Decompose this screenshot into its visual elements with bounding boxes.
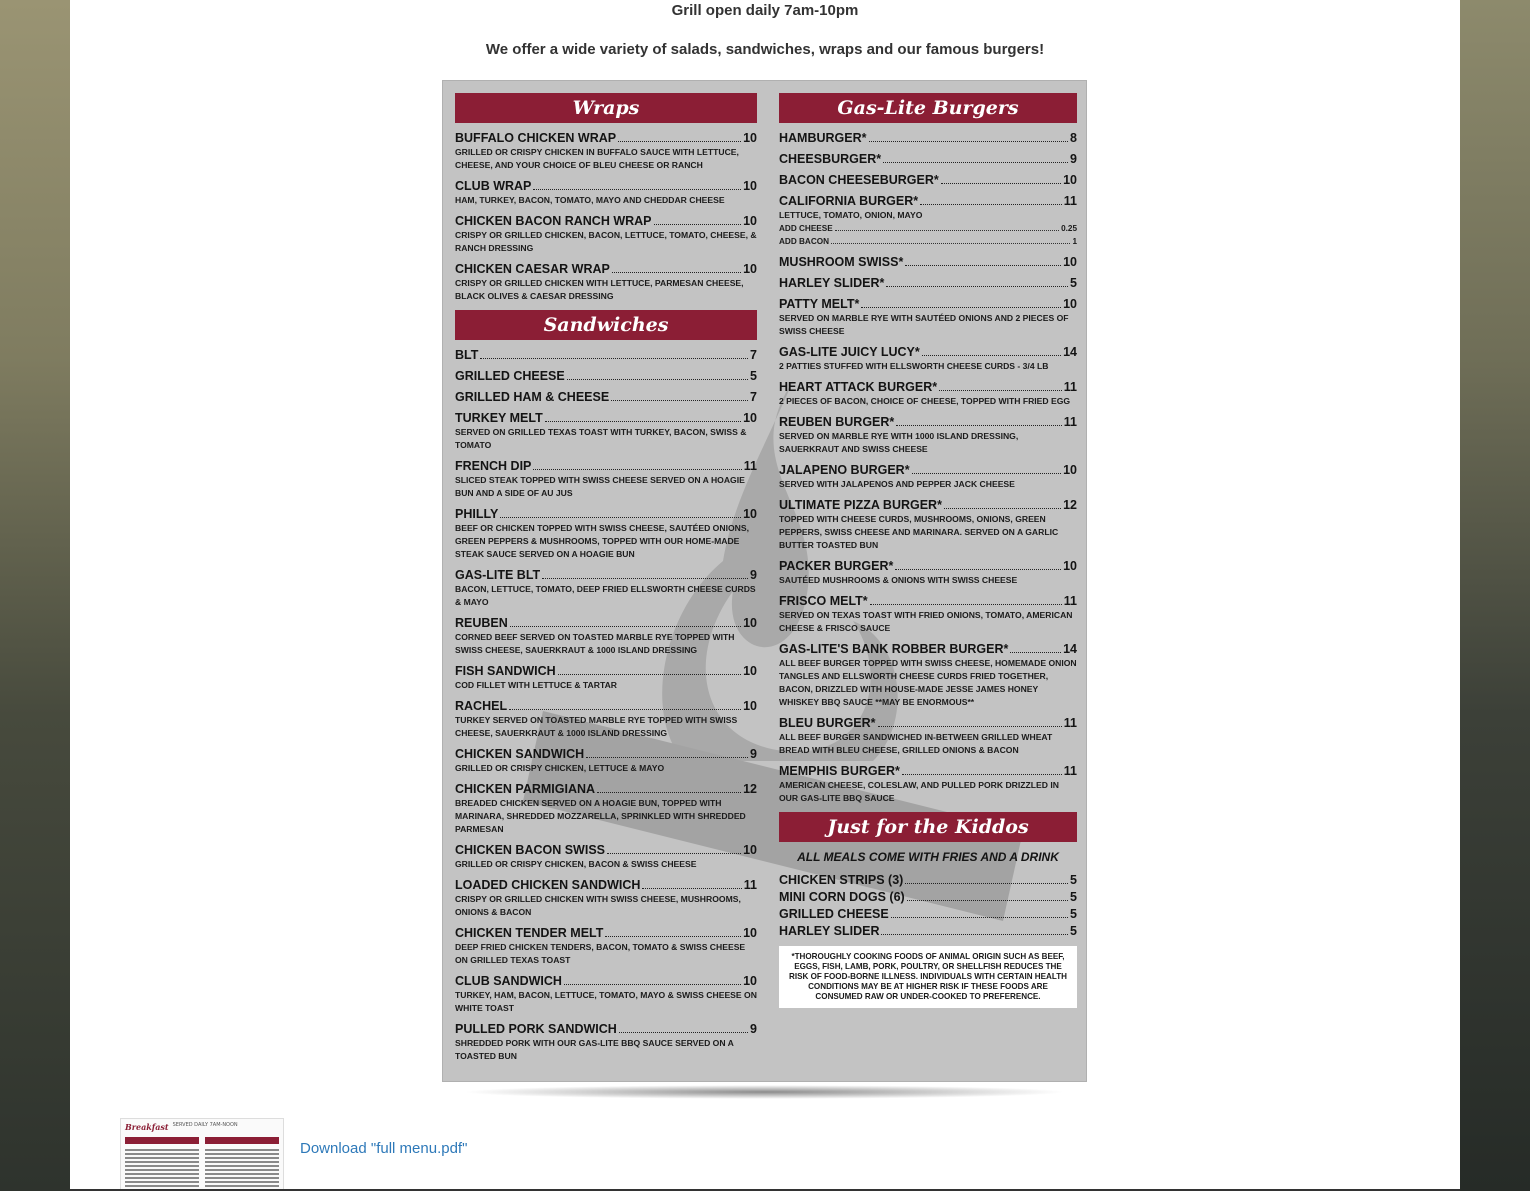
sandwich-item [455,348,757,362]
dot-leader [533,469,741,470]
menu-item-line [455,262,757,276]
sandwiches-header: Sandwiches [455,310,757,340]
item-price: 11 [1063,764,1077,778]
item-price: 7 [750,348,757,362]
item-name: FRISCO MELT* [779,594,868,608]
background-left [0,0,70,1191]
menu-item-line [779,380,1077,394]
item-name: CHICKEN PARMIGIANA [455,782,596,796]
item-description: BEEF OR CHICKEN TOPPED WITH SWISS CHEESE, SAUTÉED ONIONS, GREEN PEPPERS & MUSHROOMS, TOPPED WITH OUR HOME-MADE STEAK SAUCE SERVED ON A HOAGIE BUN [455,523,749,559]
sandwich-item [455,616,757,657]
item-name: HAMBURGER* [779,131,867,145]
item-price: 5 [1070,276,1077,290]
menu-item-line [779,559,1077,573]
dot-leader [500,517,741,518]
item-price: 11 [1063,716,1077,730]
kids-header: Just for the Kiddos [779,812,1077,842]
burger-item [779,131,1077,145]
item-name: GAS-LITE JUICY LUCY* [779,345,920,359]
menu-item-line [779,255,1077,269]
sandwich-item [455,1022,757,1063]
sandwiches-list [455,348,757,1063]
burger-item [779,380,1077,408]
item-name: LOADED CHICKEN SANDWICH [455,878,641,892]
item-name: HARLEY SLIDER [779,924,880,938]
item-name: PULLED PORK SANDWICH [455,1022,617,1036]
dot-leader [907,900,1068,901]
dot-leader [607,853,741,854]
kids-item [779,873,1077,887]
item-description: CRISPY OR GRILLED CHICKEN WITH SWISS CHEESE, MUSHROOMS, ONIONS & BACON [455,894,741,917]
dot-leader [886,286,1068,287]
item-price: 10 [1063,297,1077,311]
item-price: 5 [1070,873,1077,887]
addon-name: ADD BACON [779,237,830,246]
burgers-list [779,131,1077,805]
sandwich-item [455,699,757,740]
dot-leader [896,425,1061,426]
item-name: MUSHROOM SWISS* [779,255,904,269]
item-name: CHICKEN TENDER MELT [455,926,604,940]
item-price: 11 [743,878,757,892]
item-name: CLUB SANDWICH [455,974,562,988]
item-description: COD FILLET WITH LETTUCE & TARTAR [455,680,617,690]
item-price: 10 [743,843,757,857]
item-description: AMERICAN CHEESE, COLESLAW, AND PULLED PORK DRIZZLED IN OUR GAS-LITE BBQ SAUCE [779,780,1059,803]
item-description: BREADED CHICKEN SERVED ON A HOAGIE BUN, TOPPED WITH MARINARA, SHREDDED MOZZARELLA, SPRINKLED WITH SHREDDED PARMESAN [455,798,746,834]
dot-leader [870,604,1062,605]
item-price: 10 [1063,255,1077,269]
menu-item-line [779,594,1077,608]
item-description: GRILLED OR CRISPY CHICKEN IN BUFFALO SAUCE WITH LETTUCE, CHEESE, AND YOUR CHOICE OF BLEU CHEESE OR RANCH [455,147,739,170]
pdf-thumbnail[interactable] [120,1118,284,1191]
sandwich-item [455,459,757,500]
background-right [1460,0,1530,1191]
item-price: 11 [743,459,757,473]
dot-leader [891,917,1068,918]
item-description: CORNED BEEF SERVED ON TOASTED MARBLE RYE TOPPED WITH SWISS CHEESE, SAUERKRAUT & 1000 ISLAND DRESSING [455,632,735,655]
menu-item-line [779,463,1077,477]
item-price: 9 [750,568,757,582]
file-download [120,1118,520,1191]
menu-item-line [455,411,757,425]
sandwich-item [455,568,757,609]
item-price: 10 [1063,173,1077,187]
menu-item-line [779,924,1077,938]
menu-item-line [455,390,757,404]
dot-leader [895,569,1061,570]
dot-leader [1010,652,1061,653]
dot-leader [642,888,741,889]
menu-item-line [779,873,1077,887]
food-safety-disclaimer: *THOROUGHLY COOKING FOODS OF ANIMAL ORIGIN SUCH AS BEEF, EGGS, FISH, LAMB, PORK, POULTRY, OR SHELLFISH REDUCES THE RISK OF FOOD-BORNE ILLNESS. INDIVIDUALS WITH CERTAIN HEALTH CONDITIONS MAY BE AT HIGHER RISK IF THESE FOODS ARE CONSUMED RAW OR UNDER-COOKED TO PREFERENCE. [779,946,1077,1008]
item-price: 12 [1063,498,1077,512]
menu-item-line [455,214,757,228]
dot-leader [567,379,748,380]
item-name: FISH SANDWICH [455,664,556,678]
item-name: TURKEY MELT [455,411,543,425]
item-name: GRILLED CHEESE [779,907,889,921]
dot-leader [612,272,741,273]
burger-item [779,173,1077,187]
menu-item-line [455,782,757,796]
dot-leader [597,792,741,793]
sandwich-item [455,411,757,452]
dot-leader [902,774,1062,775]
sandwich-item [455,782,757,836]
item-description: HAM, TURKEY, BACON, TOMATO, MAYO AND CHEDDAR CHEESE [455,195,725,205]
menu-item-line [455,131,757,145]
item-price: 10 [743,411,757,425]
menu-item-line [779,890,1077,904]
burger-item [779,276,1077,290]
burgers-header: Gas-Lite Burgers [779,93,1077,123]
item-name: CHEESBURGER* [779,152,882,166]
item-price: 10 [743,507,757,521]
thumb-left-head [125,1137,199,1144]
wrap-item [455,262,757,303]
item-name: MEMPHIS BURGER* [779,764,900,778]
item-description: DEEP FRIED CHICKEN TENDERS, BACON, TOMATO & SWISS CHEESE ON GRILLED TEXAS TOAST [455,942,746,965]
wrap-item [455,131,757,172]
burger-item [779,764,1077,805]
item-name: CALIFORNIA BURGER* [779,194,919,208]
menu-item-line [455,664,757,678]
burger-item [779,194,1077,248]
item-name: CHICKEN CAESAR WRAP [455,262,610,276]
burger-item [779,642,1077,709]
item-price: 9 [1070,152,1077,166]
item-price: 10 [743,214,757,228]
dot-leader [939,390,1062,391]
item-description: CRISPY OR GRILLED CHICKEN WITH LETTUCE, PARMESAN CHEESE, BLACK OLIVES & CAESAR DRESSING [455,278,744,301]
sandwich-item [455,926,757,967]
sandwich-item [455,390,757,404]
menu-item-line [455,747,757,761]
addon-line [779,222,1077,235]
dot-leader [605,936,741,937]
sandwich-item [455,507,757,561]
item-description: SERVED ON MARBLE RYE WITH SAUTÉED ONIONS AND 2 PIECES OF SWISS CHEESE [779,313,1069,336]
sandwich-item [455,369,757,383]
item-description: GRILLED OR CRISPY CHICKEN, LETTUCE & MAYO [455,763,665,773]
item-price: 10 [743,664,757,678]
item-name: REUBEN [455,616,508,630]
menu-item-line [455,616,757,630]
burger-item [779,559,1077,587]
item-name: GRILLED HAM & CHEESE [455,390,610,404]
item-price: 10 [743,926,757,940]
dot-leader [941,183,1061,184]
dot-leader [878,726,1062,727]
burger-item [779,594,1077,635]
menu-item-line [455,369,757,383]
addon-price: 1 [1072,237,1077,246]
item-price: 12 [743,782,757,796]
burger-item [779,297,1077,338]
menu-item-line [455,568,757,582]
dot-leader [905,883,1068,884]
menu-item-line [779,716,1077,730]
dot-leader [533,189,741,190]
item-price: 11 [1063,380,1077,394]
item-name: MINI CORN DOGS (6) [779,890,905,904]
dot-leader [618,141,741,142]
sandwich-item [455,664,757,692]
dot-leader [912,473,1062,474]
menu-item-line [779,276,1077,290]
item-name: REUBEN BURGER* [779,415,895,429]
item-description: SERVED WITH JALAPENOS AND PEPPER JACK CHEESE [779,479,1015,489]
menu-left-column [455,93,757,1070]
dot-leader [545,421,741,422]
menu-item-line [779,415,1077,429]
menu-item-line [455,348,757,362]
item-description: SLICED STEAK TOPPED WITH SWISS CHEESE SERVED ON A HOAGIE BUN AND A SIDE OF AU JUS [455,475,745,498]
dot-leader [586,757,748,758]
item-description: SHREDDED PORK WITH OUR GAS-LITE BBQ SAUCE SERVED ON A TOASTED BUN [455,1038,734,1061]
menu-item-line [779,297,1077,311]
dot-leader [654,224,742,225]
addon-name: ADD CHEESE [779,224,833,233]
dot-leader [869,141,1069,142]
item-price: 11 [1063,594,1077,608]
item-description: SAUTÉED MUSHROOMS & ONIONS WITH SWISS CHEESE [779,575,1018,585]
burger-item [779,498,1077,552]
menu-item-line [779,498,1077,512]
item-name: PACKER BURGER* [779,559,894,573]
item-name: FRENCH DIP [455,459,532,473]
menu-image[interactable] [442,80,1087,1085]
menu-item-line [455,878,757,892]
dot-leader [922,355,1061,356]
dot-leader [905,265,1061,266]
menu-item-line [455,843,757,857]
dot-leader [881,934,1068,935]
menu-item-line [779,152,1077,166]
item-name: PHILLY [455,507,499,521]
item-name: JALAPENO BURGER* [779,463,910,477]
item-price: 7 [750,390,757,404]
item-name: BLT [455,348,479,362]
item-name: HARLEY SLIDER* [779,276,885,290]
menu-right-column [779,93,1077,1008]
item-price: 14 [1063,642,1077,656]
dot-leader [564,984,741,985]
item-price: 10 [1063,463,1077,477]
item-description: 2 PIECES OF BACON, CHOICE OF CHEESE, TOPPED WITH FRIED EGG [779,396,1071,406]
wrap-item [455,214,757,255]
item-name: BUFFALO CHICKEN WRAP [455,131,617,145]
item-price: 10 [743,699,757,713]
item-description: GRILLED OR CRISPY CHICKEN, BACON & SWISS CHEESE [455,859,697,869]
dot-leader [510,626,741,627]
item-name: PATTY MELT* [779,297,860,311]
dot-leader [542,578,748,579]
item-price: 5 [1070,890,1077,904]
item-price: 11 [1063,415,1077,429]
wraps-list [455,131,757,303]
menu-card [442,80,1087,1082]
kids-item [779,890,1077,904]
item-name: RACHEL [455,699,508,713]
dot-leader [611,400,748,401]
item-price: 10 [1063,559,1077,573]
dot-leader [920,204,1062,205]
item-price: 5 [1070,907,1077,921]
item-name: CHICKEN BACON SWISS [455,843,606,857]
burger-item [779,152,1077,166]
burger-item [779,345,1077,373]
addon-price: 0.25 [1061,224,1077,233]
item-price: 10 [743,262,757,276]
kids-item [779,907,1077,921]
thumb-right-head [205,1137,279,1144]
item-price: 10 [743,179,757,193]
wrap-item [455,179,757,207]
item-price: 9 [750,747,757,761]
hours-text: Grill open daily 7am-10pm [671,2,859,19]
menu-item-line [779,345,1077,359]
dot-leader [861,307,1061,308]
item-price: 10 [743,974,757,988]
item-description: LETTUCE, TOMATO, ONION, MAYO [779,210,923,220]
burger-item [779,255,1077,269]
item-name: ULTIMATE PIZZA BURGER* [779,498,942,512]
burger-item [779,415,1077,456]
page-content [70,0,1460,1191]
kids-item [779,924,1077,938]
dot-leader [509,709,741,710]
menu-item-line [779,194,1077,208]
dot-leader [944,508,1061,509]
item-price: 11 [1063,194,1077,208]
item-name: GAS-LITE'S BANK ROBBER BURGER* [779,642,1009,656]
dot-leader [835,230,1059,231]
dot-leader [558,674,741,675]
wraps-header: Wraps [455,93,757,123]
sandwich-item [455,843,757,871]
item-description: ALL BEEF BURGER TOPPED WITH SWISS CHEESE, HOMEMADE ONION TANGLES AND ELLSWORTH CHEESE CURDS FRIED TOGETHER, BACON, DRIZZLED WITH HOUSE-MADE JESSE JAMES HONEY WHISKEY BBQ SAUCE **MAY BE ENORMOUS** [779,658,1077,707]
kids-section [779,812,1077,938]
item-name: GRILLED CHEESE [455,369,565,383]
item-description: SERVED ON TEXAS TOAST WITH FRIED ONIONS, TOMATO, AMERICAN CHEESE & FRISCO SAUCE [779,610,1073,633]
item-price: 14 [1063,345,1077,359]
item-description: TURKEY SERVED ON TOASTED MARBLE RYE TOPPED WITH SWISS CHEESE, SAUERKRAUT & 1000 ISLAND DRESSING [455,715,738,738]
menu-shadow [462,1085,1067,1099]
burgers-section [779,93,1077,805]
item-description: SERVED ON MARBLE RYE WITH 1000 ISLAND DRESSING, SAUERKRAUT AND SWISS CHEESE [779,431,1019,454]
menu-item-line [779,642,1077,656]
dot-leader [883,162,1068,163]
item-name: BACON CHEESEBURGER* [779,173,939,187]
item-name: CLUB WRAP [455,179,532,193]
wraps-section [455,93,757,303]
item-description: ALL BEEF BURGER SANDWICHED IN-BETWEEN GRILLED WHEAT BREAD WITH BLEU CHEESE, GRILLED ONIONS & BACON [779,732,1053,755]
item-name: CHICKEN SANDWICH [455,747,585,761]
item-description: TURKEY, HAM, BACON, LETTUCE, TOMATO, MAYO & SWISS CHEESE ON WHITE TOAST [455,990,757,1013]
download-link[interactable]: Download "full menu.pdf" [300,1140,468,1157]
kids-note: ALL MEALS COME WITH FRIES AND A DRINK [797,850,1059,864]
menu-item-line [455,699,757,713]
sandwiches-section [455,310,757,1063]
menu-item-line [455,459,757,473]
item-name: HEART ATTACK BURGER* [779,380,938,394]
sandwich-item [455,974,757,1015]
dot-leader [480,358,748,359]
menu-item-line [455,1022,757,1036]
sandwich-item [455,878,757,919]
item-description: TOPPED WITH CHEESE CURDS, MUSHROOMS, ONIONS, GREEN PEPPERS, SWISS CHEESE AND MARINARA. SERVED ON A GARLIC BUTTER TOASTED BUN [779,514,1059,550]
thumb-subtitle: SERVED DAILY 7AM-NOON [172,1122,238,1128]
addon-line [779,235,1077,248]
item-price: 5 [1070,924,1077,938]
item-name: BLEU BURGER* [779,716,876,730]
menu-item-line [779,131,1077,145]
thumb-title: Breakfast [125,1122,169,1132]
item-price: 8 [1070,131,1077,145]
menu-item-line [455,507,757,521]
item-price: 10 [743,616,757,630]
kids-list [779,873,1077,938]
burger-item [779,716,1077,757]
menu-item-line [779,764,1077,778]
menu-item-line [779,173,1077,187]
item-price: 10 [743,131,757,145]
item-name: CHICKEN STRIPS (3) [779,873,904,887]
item-description: SERVED ON GRILLED TEXAS TOAST WITH TURKEY, BACON, SWISS & TOMATO [455,427,747,450]
item-description: CRISPY OR GRILLED CHICKEN, BACON, LETTUCE, TOMATO, CHEESE, & RANCH DRESSING [455,230,757,253]
burger-item [779,463,1077,491]
dot-leader [619,1032,748,1033]
sandwich-item [455,747,757,775]
item-description: 2 PATTIES STUFFED WITH ELLSWORTH CHEESE CURDS - 3/4 LB [779,361,1049,371]
dot-leader [831,243,1070,244]
item-name: GAS-LITE BLT [455,568,541,582]
menu-item-line [455,179,757,193]
item-name: CHICKEN BACON RANCH WRAP [455,214,652,228]
item-price: 5 [750,369,757,383]
item-price: 9 [750,1022,757,1036]
menu-item-line [455,974,757,988]
tagline-text: We offer a wide variety of salads, sandwiches, wraps and our famous burgers! [485,41,1045,58]
item-description: BACON, LETTUCE, TOMATO, DEEP FRIED ELLSWORTH CHEESE CURDS & MAYO [455,584,756,607]
menu-item-line [779,907,1077,921]
menu-item-line [455,926,757,940]
